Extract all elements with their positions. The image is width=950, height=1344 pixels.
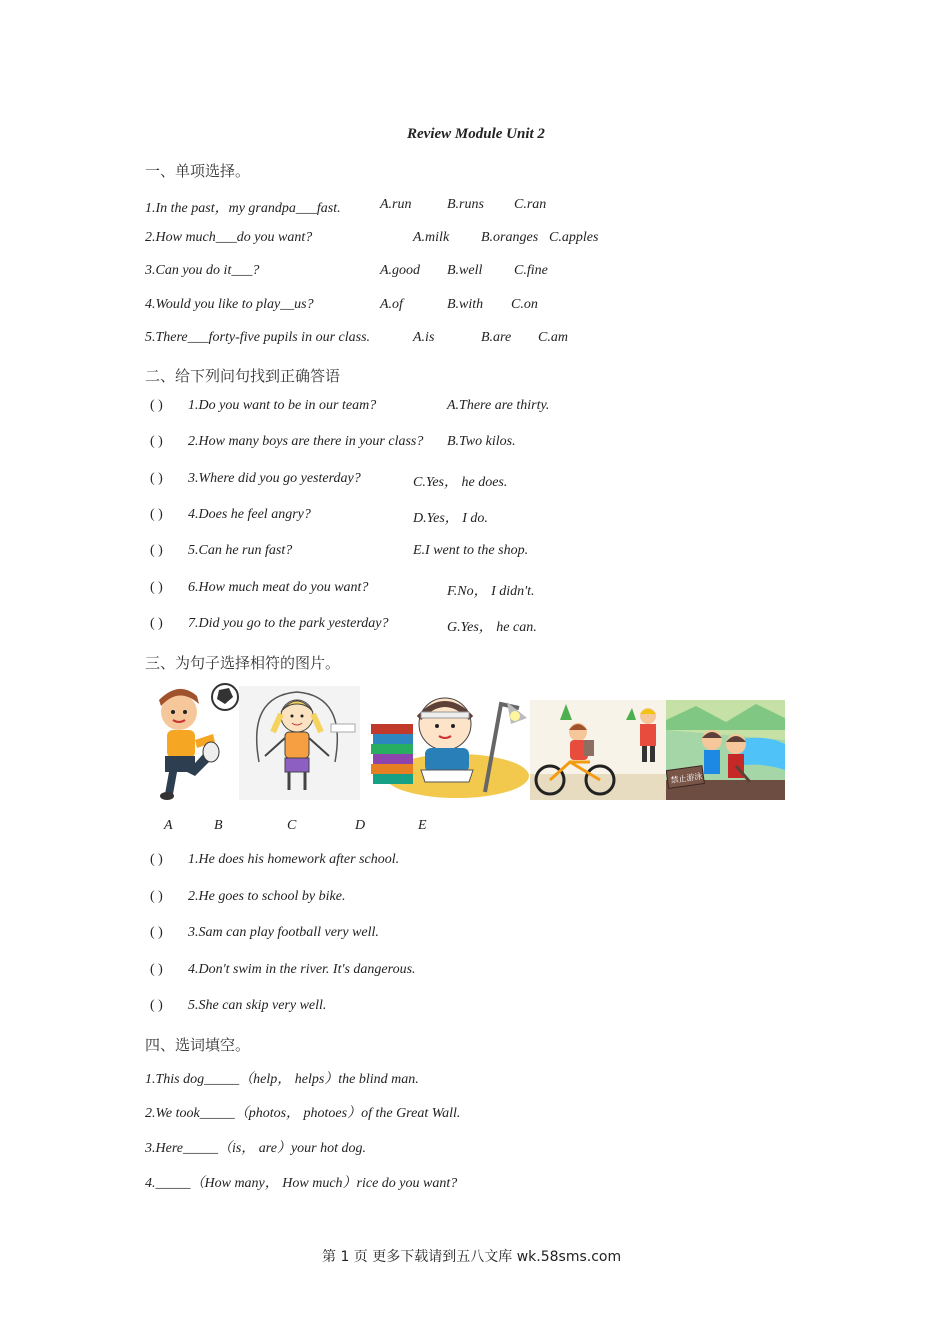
s1-q4-c: C.on xyxy=(511,297,538,312)
answer-blank[interactable]: ( ) xyxy=(150,471,163,486)
s1-q5-b: B.are xyxy=(481,330,512,345)
picture-e-no-swimming xyxy=(666,700,785,800)
s4-q2: 2.We took_____（photos， photoes）of the Great Wall. xyxy=(145,1106,461,1121)
s2-a6: F.No， I didn't. xyxy=(447,584,535,599)
s1-q5: 5.There___forty-five pupils in our class. xyxy=(145,330,371,345)
s1-q2-a: A.milk xyxy=(413,230,450,245)
s1-q3-c: C.fine xyxy=(514,263,548,278)
no-swimming-sign: 禁止游泳 xyxy=(670,771,703,786)
section-2-heading: 二、给下列问句找到正确答语 xyxy=(145,367,341,385)
s4-q1: 1.This dog_____（help， helps）the blind man. xyxy=(145,1072,419,1087)
s4-q4: 4._____（How many， How much）rice do you want? xyxy=(145,1176,458,1191)
answer-blank[interactable]: ( ) xyxy=(150,398,163,413)
s1-q2: 2.How much___do you want? xyxy=(145,230,313,245)
s1-q1-b: B.runs xyxy=(447,197,484,212)
picture-label-c: C xyxy=(287,818,297,833)
s3-q4: 4.Don't swim in the river. It's dangerous. xyxy=(188,962,416,977)
s1-q5-a: A.is xyxy=(413,330,435,345)
s4-q3: 3.Here_____（is， are）your hot dog. xyxy=(145,1141,366,1156)
answer-blank[interactable]: ( ) xyxy=(150,962,163,977)
s1-q1: 1.In the past，my grandpa___fast. xyxy=(145,201,341,216)
s2-a2: B.Two kilos. xyxy=(447,434,516,449)
picture-label-d: D xyxy=(355,818,366,833)
answer-blank[interactable]: ( ) xyxy=(150,434,163,449)
answer-blank[interactable]: ( ) xyxy=(150,852,163,867)
picture-a-football xyxy=(143,682,239,800)
s1-q2-b: B.oranges xyxy=(481,230,539,245)
picture-label-b: B xyxy=(214,818,223,833)
picture-label-e: E xyxy=(418,818,427,833)
s1-q2-c: C.apples xyxy=(549,230,599,245)
answer-blank[interactable]: ( ) xyxy=(150,889,163,904)
s2-q7: 7.Did you go to the park yesterday? xyxy=(188,616,389,631)
s3-q2: 2.He goes to school by bike. xyxy=(188,889,346,904)
page-title: Review Module Unit 2 xyxy=(407,126,545,142)
answer-blank[interactable]: ( ) xyxy=(150,543,163,558)
s2-q5: 5.Can he run fast? xyxy=(188,543,293,558)
s1-q1-c: C.ran xyxy=(514,197,547,212)
s2-q3: 3.Where did you go yesterday? xyxy=(188,471,361,486)
picture-label-a: A xyxy=(164,818,173,833)
s1-q4: 4.Would you like to play__us? xyxy=(145,297,314,312)
s2-q6: 6.How much meat do you want? xyxy=(188,580,369,595)
page-footer: 第 1 页 更多下载请到五八文库 wk.58sms.com xyxy=(322,1249,622,1265)
s2-a5: E.I went to the shop. xyxy=(413,543,529,558)
s1-q3: 3.Can you do it___? xyxy=(145,263,260,278)
section-4-heading: 四、选词填空。 xyxy=(145,1036,251,1054)
s1-q4-a: A.of xyxy=(380,297,403,312)
answer-blank[interactable]: ( ) xyxy=(150,507,163,522)
s2-a7: G.Yes， he can. xyxy=(447,620,537,635)
s1-q5-c: C.am xyxy=(538,330,568,345)
picture-d-bike xyxy=(530,700,666,800)
s3-q3: 3.Sam can play football very well. xyxy=(188,925,379,940)
answer-blank[interactable]: ( ) xyxy=(150,616,163,631)
section-3-heading: 三、为句子选择相符的图片。 xyxy=(145,654,341,672)
s2-a4: D.Yes， I do. xyxy=(413,511,488,526)
s2-a1: A.There are thirty. xyxy=(447,398,550,413)
s2-q4: 4.Does he feel angry? xyxy=(188,507,311,522)
s1-q3-b: B.well xyxy=(447,263,483,278)
s3-q5: 5.She can skip very well. xyxy=(188,998,327,1013)
picture-c-homework xyxy=(361,684,530,800)
answer-blank[interactable]: ( ) xyxy=(150,925,163,940)
s1-q1-a: A.run xyxy=(380,197,412,212)
s2-q1: 1.Do you want to be in our team? xyxy=(188,398,377,413)
s1-q3-a: A.good xyxy=(380,263,421,278)
s2-a3: C.Yes， he does. xyxy=(413,475,508,490)
answer-blank[interactable]: ( ) xyxy=(150,580,163,595)
s1-q4-b: B.with xyxy=(447,297,484,312)
picture-b-skipping xyxy=(239,686,360,800)
s3-q1: 1.He does his homework after school. xyxy=(188,852,400,867)
s2-q2: 2.How many boys are there in your class? xyxy=(188,434,424,449)
answer-blank[interactable]: ( ) xyxy=(150,998,163,1013)
section-1-heading: 一、单项选择。 xyxy=(145,162,251,180)
